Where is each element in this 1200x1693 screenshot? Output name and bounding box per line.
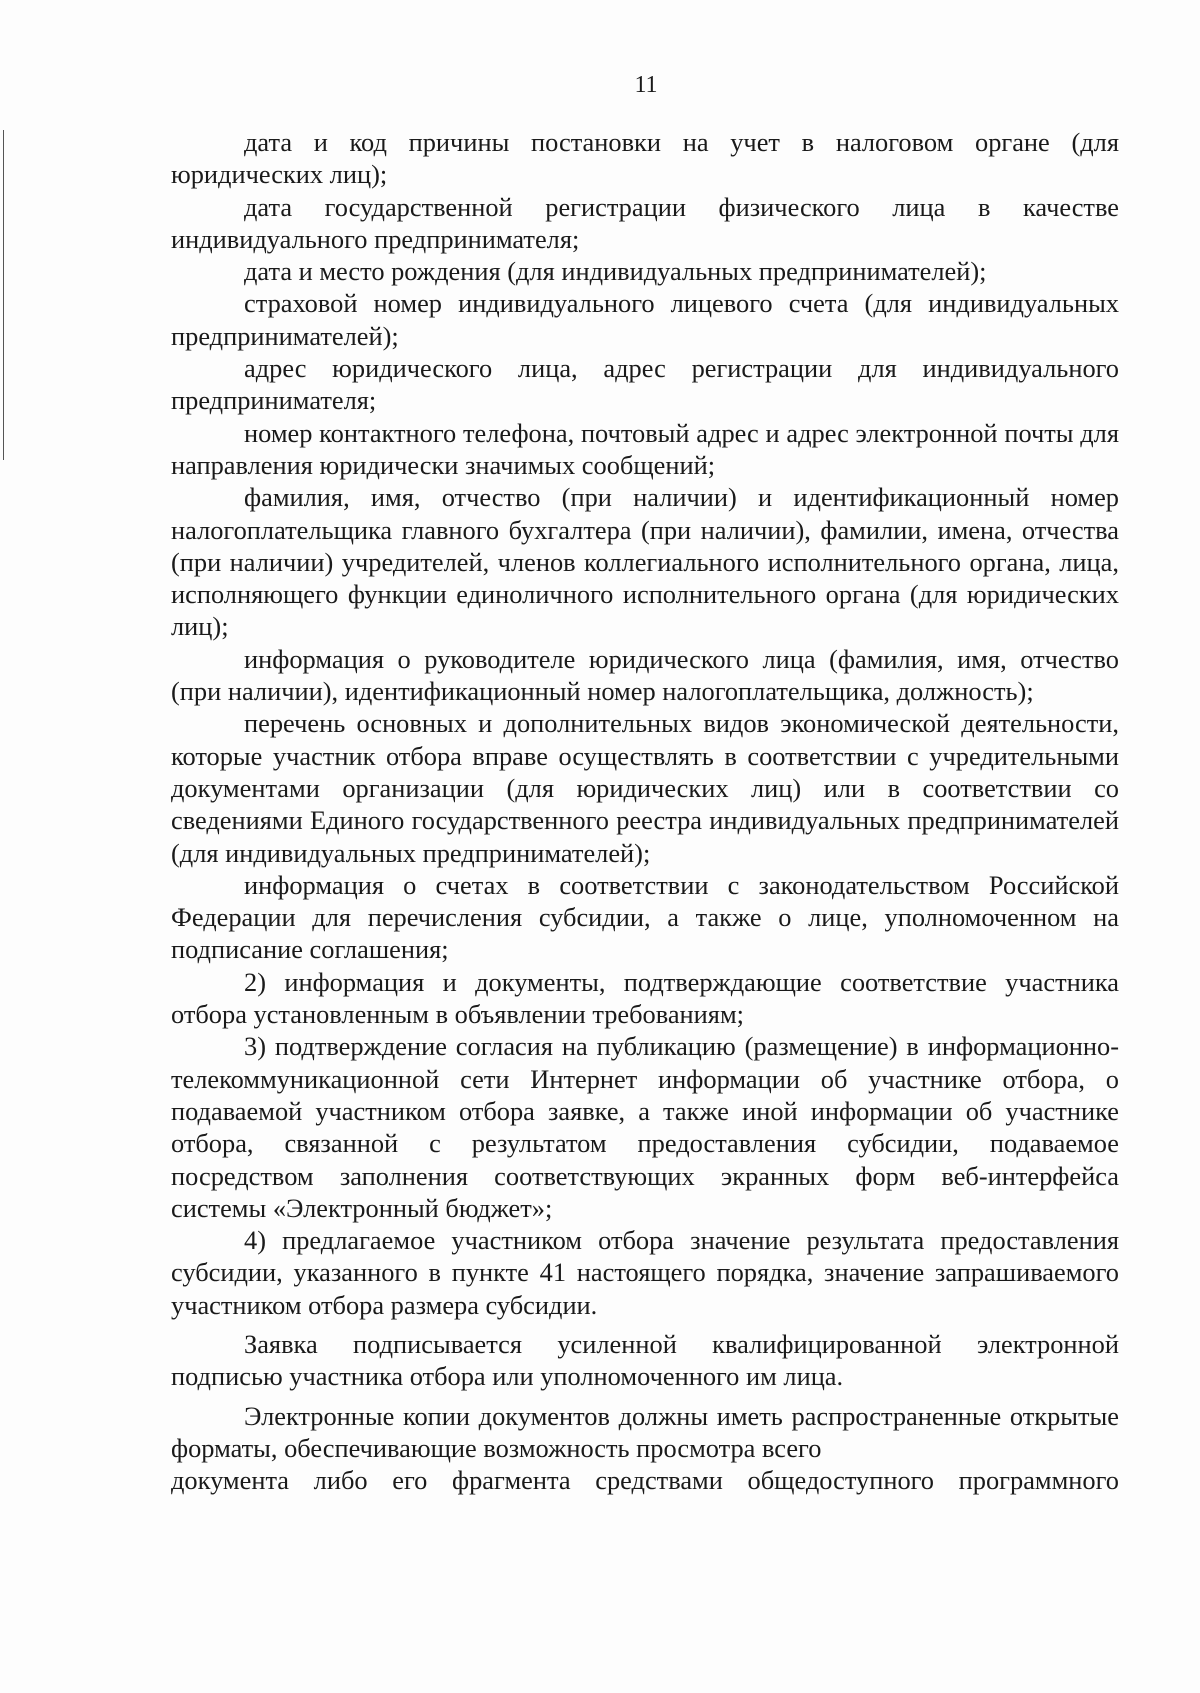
paragraph-item-2: 2) информация и документы, подтверждающие соответствие участника отбора установленным в объявлении требованиям; [171, 966, 1119, 1030]
paragraph-contact-phone: номер контактного телефона, почтовый адрес и адрес электронной почты для направления юридически значимых сообщений; [171, 417, 1119, 480]
paragraph-tax-registration: дата и код причины постановки на учет в налоговом органе (для юридических лиц); [171, 127, 1119, 190]
paragraph-address: адрес юридического лица, адрес регистрации для индивидуального предпринимателя; [171, 353, 1119, 416]
paragraph-signature: Заявка подписывается усиленной квалифицированной электронной подписью участника отбора или уполномоченного им лица. [171, 1328, 1119, 1392]
paragraph-electronic-copies: Электронные копии документов должны иметь распространенные открытые форматы, обеспечивающие возможность просмотра всего [171, 1400, 1119, 1463]
scan-edge-line [3, 130, 4, 460]
document-body [171, 126, 1119, 1496]
paragraph-accounts-info: информация о счетах в соответствии с законодательством Российской Федерации для перечисления субсидии, а также о лице, уполномоченном на подписание соглашения; [171, 869, 1119, 965]
page-number: 11 [634, 72, 658, 98]
paragraph-manager-info: информация о руководителе юридического лица (фамилия, имя, отчество (при наличии), идентификационный номер налогоплательщика, должность); [171, 643, 1119, 707]
paragraph-item-4: 4) предлагаемое участником отбора значение результата предоставления субсидии, указанного в пункте 41 настоящего порядка, значение запрашиваемого участником отбора размера субсидии. [171, 1225, 1119, 1320]
paragraph-insurance-number: страховой номер индивидуального лицевого счета (для индивидуальных предпринимателей); [171, 288, 1119, 351]
paragraph-activity-types: перечень основных и дополнительных видов экономической деятельности, которые участник отбора вправе осуществлять в соответствии с учредительными документами организации (для юридических лиц) или в соответствии со сведениями Единого государственного реестра индивидуальных предпринимателей (для индивидуальных предпринимателей); [171, 708, 1119, 868]
paragraph-chief-accountant: фамилия, имя, отчество (при наличии) и идентификационный номер налогоплательщика главного бухгалтера (при наличии), фамилии, имена, отчества (при наличии) учредителей, членов коллегиального исполнительного органа, лица, исполняющего функции единоличного исполнительного органа (для юридических лиц); [171, 482, 1119, 642]
paragraph-state-registration: дата государственной регистрации физического лица в качестве индивидуального предпринимателя; [171, 191, 1119, 254]
paragraph-electronic-copies-last-line: документа либо его фрагмента средствами общедоступного программного [171, 1465, 1119, 1496]
paragraph-item-3: 3) подтверждение согласия на публикацию (размещение) в информационно-телекоммуникационной сети Интернет информации об участнике отбора, о подаваемой участником отбора заявке, а также иной информации об участнике отбора, связанной с результатом предоставления субсидии, подаваемое посредством заполнения соответствующих экранных форм веб-интерфейса системы «Электронный бюджет»; [171, 1031, 1119, 1223]
paragraph-birth-date: дата и место рождения (для индивидуальных предпринимателей); [244, 256, 987, 287]
